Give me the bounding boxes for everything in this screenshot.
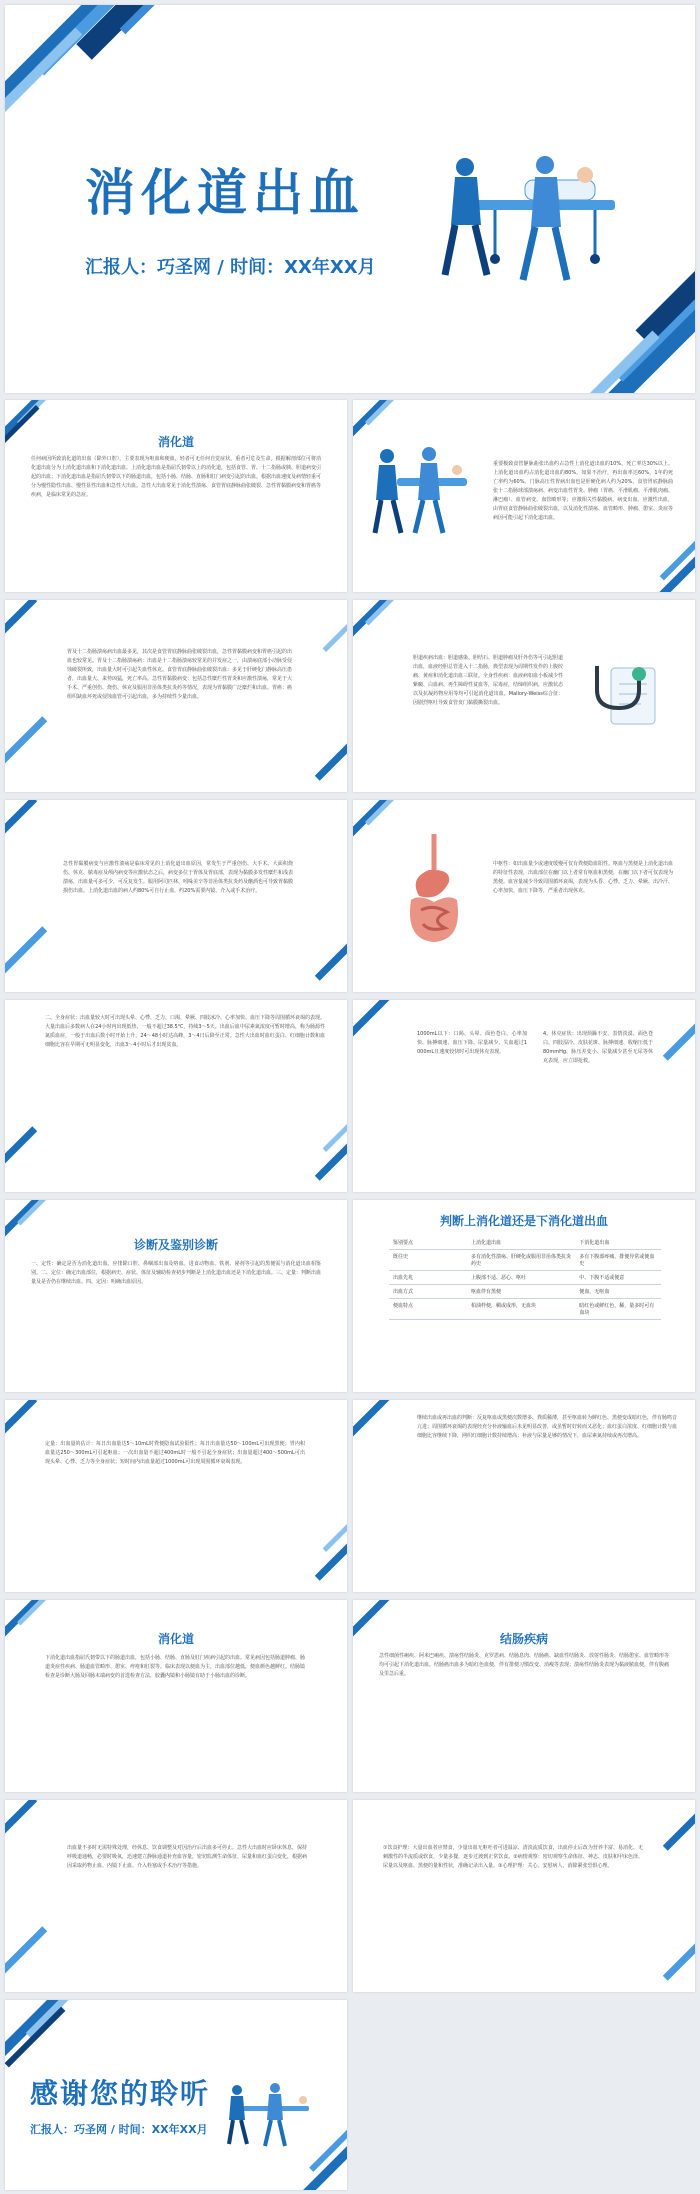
slide-5 [353, 600, 695, 792]
table-row [389, 1250, 661, 1271]
medical-stretcher-illustration [225, 2080, 315, 2150]
table-cell: 柏油样便，稠或成形，无血块 [467, 1299, 575, 1320]
slide-side-stripes-right [655, 1800, 695, 1992]
slide-title: 消化道 [157, 1632, 194, 1646]
end-subtitle: 汇报人：巧圣网 / 时间：XX年XX月 [30, 2123, 208, 2136]
medical-stretcher-illustration [435, 145, 635, 295]
slide-side-stripes [5, 600, 45, 792]
slide-body-text: 二、全身症状：出血量较大时可出现头晕、心悸、乏力、口渴、晕厥、四肢冰冷、心率加快、血压下降等周围循环衰竭的表现。大量出血后多数病人在24小时内出现低热，一般不超过38.5℃，持续3～5天。出血后血中尿素氮浓度可暂时增高，称为肠源性氮质血症，一般于出血后数小时开始上升，24～48小时达高峰，3～4日后降至正常。急性大出血时血红蛋白、红细胞计数和血细胞比容在早期可无明显变化，出血3～4小时后才出现贫血。 [45, 1015, 326, 1048]
slide-corner-stripes [353, 1400, 423, 1440]
slide-4 [5, 600, 347, 792]
slide-body-text: 中枢性：如出血量少或速度缓慢可仅有粪便隐血阳性。呕血与黑便是上消化道出血的特征性表现，出血部位在幽门以上者常有呕血和黑便，在幽门以下者可仅表现为黑便。血容量减少导致周围循环衰竭，表现为头昏、心悸、乏力、晕厥、出冷汗、心率加快、血压下降等，严重者出现休克。 [493, 861, 674, 894]
slide-body-text: 下消化道出血指屈氏韧带以下的肠道出血，包括小肠、结肠、直肠及肛门疾病引起的出血。常见病因包括肠道肿瘤、肠道炎症性疾病、肠道血管畸形、憩室、痔疮和肛裂等。临床表现以便血为主，出血部位越低，便血颜色越鲜红。结肠镜检查是诊断大肠及回肠末端病变的首选检查方法，胶囊内镜和小肠镜有助于小肠出血的诊断。 [45, 1655, 306, 1679]
table-cell: 多有消化性溃疡、肝硬化或服用非甾体类抗炎药史 [467, 1250, 575, 1271]
cover-slide [5, 5, 695, 393]
slide-13 [353, 1400, 695, 1592]
slide-title: 消化道 [157, 435, 194, 449]
slide-side-stripes-right [307, 800, 347, 992]
table-cell: 暗红色或鲜红色，稀，量多时可有血块 [575, 1299, 661, 1320]
slide-16 [5, 1800, 347, 1992]
slide-body-text: ①饮食护理：大量出血者应禁食，少量出血无呕吐者可进温凉、清淡流质饮食，出血停止后改为营养丰富、易消化、无刺激性的半流质或软食，少量多餐，逐步过渡到正常饮食。②病情观察：密切观察生命体征、神志、皮肤和甲床色泽、尿量以及呕血、黑便的量和性状，准确记录出入量。③心理护理：关心、安慰病人，消除紧张恐惧心理。 [383, 1845, 643, 1869]
slide-body-text: 急性胃黏膜病变与应激性溃疡是临床常见的上消化道出血原因，常发生于严重创伤、大手术、大面积烧伤、休克、脓毒症及颅内病变等应激状态之后，病变多位于胃体及胃底部，表现为黏膜多发性糜烂和浅表溃疡，出血量可多可少，可反复发生。服用阿司匹林、吲哚美辛等非甾体类抗炎药及酗酒也可导致胃黏膜损伤出血。上消化道出血的病人约80%可自行止血，约20%需要内镜、介入或手术治疗。 [63, 861, 294, 894]
table-cell: 鉴别要点 [389, 1236, 467, 1250]
cover-corner-stripes-top-left [5, 5, 205, 115]
slide-body-text: 一、定性：确定是否为消化道出血。应排除口腔、鼻咽部出血及咯血。进食动物血、铁剂、铋剂等引起的黑便需与消化道出血相鉴别。二、定位：确定出血部位，根据病史、症状、体征及辅助检查初步判断是上消化道出血还是下消化道出血。三、定量：判断出血量及是否仍在继续出血。四、定因：明确出血原因。 [31, 1261, 322, 1285]
slide-side-stripes-right [307, 600, 347, 792]
table-cell: 既往史 [389, 1250, 467, 1271]
table-cell: 下消化道出血 [575, 1236, 661, 1250]
table-row [389, 1236, 661, 1250]
slide-side-stripes [5, 1800, 45, 1992]
table-cell: 出血先兆 [389, 1271, 467, 1285]
slide-title: 结肠疾病 [499, 1632, 548, 1646]
table-cell: 多有下腹部疼痛、排便异常或便血史 [575, 1250, 661, 1271]
slide-corner-stripes [353, 400, 423, 440]
slide-side-stripes-right [655, 1000, 695, 1192]
slide-11 [353, 1200, 695, 1392]
slide-corner-stripes-bottom [623, 540, 695, 592]
diagnosis-table [389, 1236, 661, 1320]
slide-body-text: 继续出血或再出血的判断：反复呕血或黑便次数增多、粪质稀薄，甚至呕血转为鲜红色、黑便变成暗红色，伴有肠鸣音亢进；周围循环衰竭的表现经充分补液输血后未见明显改善，或虽暂时好转而又恶化；血红蛋白浓度、红细胞计数与血细胞比容继续下降，网织红细胞计数持续增高；补液与尿量足够的情况下，血尿素氮持续或再次增高。 [417, 1415, 678, 1439]
table-cell: 上消化道出血 [467, 1236, 575, 1250]
end-title: 感谢您的聆听 [30, 2077, 211, 2110]
table-cell: 便血特点 [389, 1299, 467, 1320]
slide-corner-stripes [353, 1000, 423, 1040]
slide-17 [353, 1800, 695, 1992]
slide-side-stripes [5, 1400, 45, 1592]
table-cell: 出血方式 [389, 1285, 467, 1299]
slide-12 [5, 1400, 347, 1592]
slide-body-text: 出血量不多时无需特殊处理，经休息、饮食调整及对因治疗后出血多可停止。急性大出血时应卧床休息，保持呼吸道通畅，必要时吸氧，迅速建立静脉通道补充血容量，密切监测生命体征、尿量和血红蛋白变化，根据病因采取药物止血、内镜下止血、介入栓塞或手术治疗等措施。 [67, 1845, 308, 1869]
slide-9 [353, 1000, 695, 1192]
medical-staff-illustration [367, 438, 477, 538]
slide-corner-stripes [353, 600, 423, 640]
slide-15 [353, 1600, 695, 1792]
slide-side-stripes [5, 800, 45, 992]
table-cell: 上腹部不适、恶心、呕吐 [467, 1271, 575, 1285]
slide-10 [5, 1200, 347, 1392]
slide-body-text: 胆道疾病出血：胆道感染、胆结石、胆道肿瘤及肝外伤等可引起胆道出血，血液经胆总管进入十二指肠，典型表现为周期性发作的上腹绞痛、黄疸和消化道出血三联征。全身性疾病：血液病如血小板减少性紫癜、白血病、再生障碍性贫血等，尿毒症，结缔组织病，应激状态以及抗凝药物应用等均可引起消化道出血。Mallory-Weiss综合征：因剧烈呕吐导致食管贲门黏膜撕裂出血。 [413, 655, 564, 706]
table-row [389, 1271, 661, 1285]
slide-body-text: 定量：出血量的估计：每日出血量达5～10mL时粪便隐血试验阳性；每日出血量达50～100mL可出现黑便；胃内积血量达250～300mL可引起呕血；一次出血量不超过400mL时一般不引起全身症状；出血量超过400～500mL可出现头晕、心悸、乏力等全身症状；短时间内出血量超过1000mL可出现周围循环衰竭表现。 [45, 1441, 305, 1465]
slide-body-text: 重要极致食管静脉曲张出血约占急性上消化道出血的10%，死亡率达30%以上。上消化道出血约占消化道出血的80%，如果不治疗，再出血率达60%，1年的死亡率约为60%。门脉高压性胃病出血也是肝硬化病人约为20%，食管胃底静脉曲张十二指肠球部溃疡病、病变出血性胃炎、肿瘤（胃癌、平滑肌瘤、平滑肌肉瘤、淋巴瘤）、血管病变、血管畸形等；应激相关性黏膜病、病变出血、应激性出血，由胃底食管静脉曲张破裂出血，以及消化性溃疡、血管畸形、肿瘤、憩室、炎症等病因可能引起下消化道出血。 [493, 461, 674, 521]
slide-2 [5, 400, 347, 592]
slide-title: 诊断及鉴别诊断 [133, 1238, 218, 1252]
slide-title: 判断上消化道还是下消化道出血 [439, 1214, 608, 1228]
slide-body-text: 胃及十二指肠溃疡病出血最多见，其次是食管胃底静脉曲张破裂出血，急性胃黏膜病变和胃癌引起的出血也较常见。胃及十二指肠溃疡病：出血是十二指肠溃疡较常见的并发症之一，由溃疡底部小动脉受侵蚀破裂所致，出血量大时可引起失血性休克。食管胃底静脉曲张破裂出血：多见于肝硬化门静脉高压患者，出血量大、来势凶猛，死亡率高。急性胃黏膜病变：包括急性糜烂性胃炎和应激性溃疡，常见于大手术、严重创伤、烧伤、休克及服用非甾体类抗炎药等情况，表现为胃黏膜广泛糜烂和出血。胃癌：癌组织缺血坏死或侵蚀血管可引起出血，多为持续性少量出血。 [67, 649, 293, 700]
slide-8 [5, 1000, 347, 1192]
table-cell: 中、下腹不适或便意 [575, 1271, 661, 1285]
slide-corner-stripes [5, 1200, 75, 1240]
slide-14 [5, 1600, 347, 1792]
slide-corner-stripes [5, 2000, 115, 2060]
stethoscope-icon [583, 656, 673, 736]
table-row [389, 1299, 661, 1320]
digestive-system-image [399, 830, 469, 960]
slide-body-text: 急性细菌性痢疾、阿米巴痢疾、溃疡性结肠炎、克罗恩病、结肠息肉、结肠癌、缺血性结肠炎、放射性肠炎、结肠憩室、血管畸形等均可引起下消化道出血。结肠癌出血多为暗红色血便，伴有排便习惯改变、消瘦等表现；溃疡性结肠炎表现为黏液脓血便，伴有腹痛及里急后重。 [379, 1653, 670, 1677]
slide-side-stripes [5, 1000, 45, 1192]
cover-title: 消化道出血 [85, 164, 365, 222]
slide-3 [353, 400, 695, 592]
slide-body-text-col2: 4、休克症状：出现烦躁不安、表情淡漠、面色苍白、四肢湿冷、皮肤花斑、脉搏细速、收缩压低于80mmHg、脉压差变小、尿量减少甚至无尿等休克表现，应立即抢救。 [543, 1031, 654, 1064]
table-cell: 便血，无呕血 [575, 1285, 661, 1299]
table-row [389, 1285, 661, 1299]
cover-subtitle: 汇报人：巧圣网 / 时间：XX年XX月 [85, 257, 376, 278]
table-cell: 呕血伴有黑便 [467, 1285, 575, 1299]
slide-body-text: 任何病因所致消化道的出血（除外口腔），主要表现为呕血和便血，轻者可无任何自觉症状，重者可危及生命。根据解剖部位可将消化道出血分为上消化道出血和下消化道出血。上消化道出血是指屈氏韧带以上的消化道，包括食管、胃、十二指肠或胰、胆道病变引起的出血；下消化道出血是指屈氏韧带以下的肠道出血，包括小肠、结肠、直肠和肛门病变引起的出血。根据出血速度及病情轻重可分为慢性隐性出血、慢性显性出血和急性大出血。急性大出血常见于消化性溃疡、食管胃底静脉曲张破裂、急性胃黏膜病变和胃癌等疾病，是临床常见的急症。 [31, 456, 322, 498]
slide-7 [353, 800, 695, 992]
slide-side-stripes-right [307, 1400, 347, 1592]
slide-6 [5, 800, 347, 992]
slide-body-text-col1: 1000mL以下：口渴、头晕、面色苍白、心率加快、脉搏细速、血压下降、尿量减少，失血超过1000mL且速度较快时可出现休克表现。 [417, 1031, 527, 1055]
